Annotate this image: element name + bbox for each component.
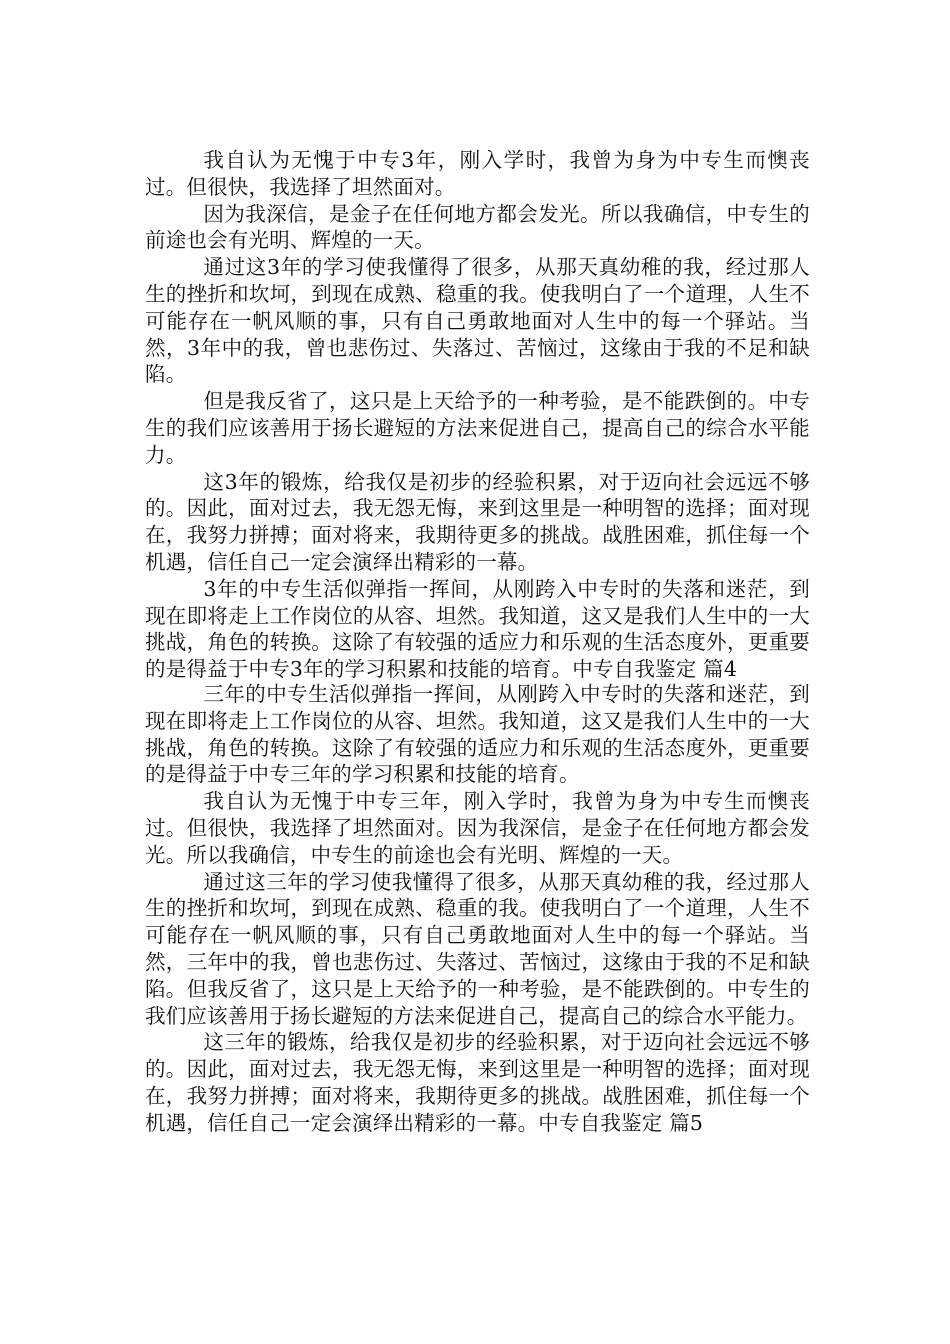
paragraph: 我自认为无愧于中专三年，刚入学时，我曾为身为中专生而懊丧过。但很快，我选择了坦然面对。因为我深信，是金子在任何地方都会发光。所以我确信，中专生的前途也会有光明、辉煌的一天。 — [145, 789, 810, 867]
paragraph: 三年的中专生活似弹指一挥间，从刚跨入中专时的失落和迷茫，到现在即将走上工作岗位的从容、坦然。我知道，这又是我们人生中的一大挑战，角色的转换。这除了有较强的适应力和乐观的生活态度外，更重要的是得益于中专三年的学习积累和技能的培育。 — [145, 682, 810, 787]
paragraph: 因为我深信，是金子在任何地方都会发光。所以我确信，中专生的前途也会有光明、辉煌的一天。 — [145, 201, 810, 253]
text-section-b — [145, 681, 810, 1137]
paragraph: 通过这3年的学习使我懂得了很多，从那天真幼稚的我，经过那人生的挫折和坎坷，到现在成熟、稳重的我。使我明白了一个道理，人生不可能存在一帆风顺的事，只有自己勇敢地面对人生中的每一个驿站。当然，3年中的我，曾也悲伤过、失落过、苦恼过，这缘由于我的不足和缺陷。 — [145, 255, 810, 387]
paragraph: 通过这三年的学习使我懂得了很多，从那天真幼稚的我，经过那人生的挫折和坎坷，到现在成熟、稳重的我。使我明白了一个道理，人生不可能存在一帆风顺的事，只有自己勇敢地面对人生中的每一个驿站。当然，三年中的我，曾也悲伤过、失落过、苦恼过，这缘由于我的不足和缺陷。但我反省了，这只是上天给予的一种考验，是不能跌倒的。中专生的我们应该善用于扬长避短的方法来促进自己，提高自己的综合水平能力。 — [145, 869, 810, 1028]
paragraph: 这三年的锻炼，给我仅是初步的经验积累，对于迈向社会远远不够的。因此，面对过去，我无怨无悔，来到这里是一种明智的选择；面对现在，我努力拼搏；面对将来，我期待更多的挑战。战胜困难，抓住每一个机遇，信任自己一定会演绎出精彩的一幕。中专自我鉴定 篇5 — [145, 1030, 810, 1135]
paragraph: 3年的中专生活似弹指一挥间，从刚跨入中专时的失落和迷茫，到现在即将走上工作岗位的从容、坦然。我知道，这又是我们人生中的一大挑战，角色的转换。这除了有较强的适应力和乐观的生活态度外，更重要的是得益于中专3年的学习积累和技能的培育。中专自我鉴定 篇4 — [145, 576, 810, 682]
text-section-a — [145, 147, 810, 683]
paragraph: 我自认为无愧于中专3年，刚入学时，我曾为身为中专生而懊丧过。但很快，我选择了坦然面对。 — [145, 148, 810, 199]
paragraph: 但是我反省了，这只是上天给予的一种考验，是不能跌倒的。中专生的我们应该善用于扬长避短的方法来促进自己，提高自己的综合水平能力。 — [145, 389, 810, 467]
paragraph: 这3年的锻炼，给我仅是初步的经验积累，对于迈向社会远远不够的。因此，面对过去，我无怨无悔，来到这里是一种明智的选择；面对现在，我努力拼搏；面对将来，我期待更多的挑战。战胜困难，抓住每一个机遇，信任自己一定会演绎出精彩的一幕。 — [145, 469, 810, 574]
